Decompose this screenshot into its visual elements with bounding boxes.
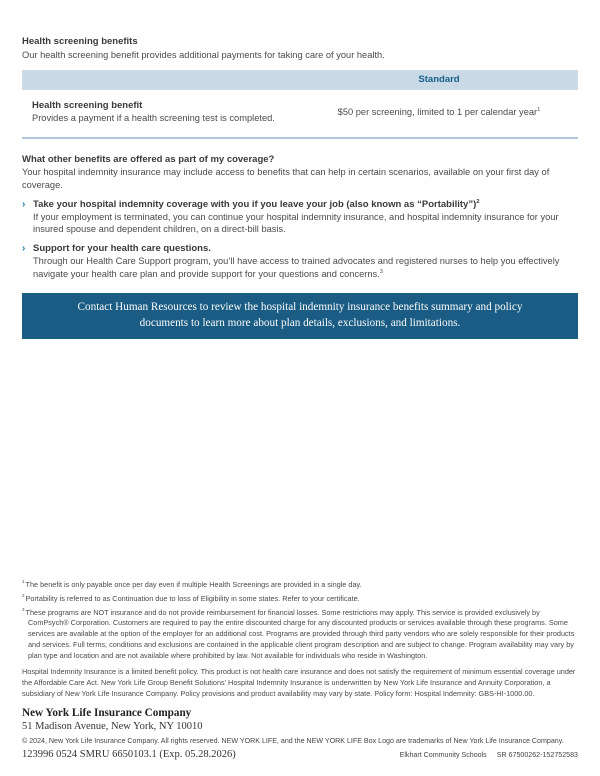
coverage-heading: What other benefits are offered as part of my coverage?	[22, 153, 275, 165]
footnote-text: The benefit is only payable once per day even if multiple Health Screenings are provided in a single day.	[25, 579, 362, 589]
page-footer	[22, 707, 578, 760]
company-name: New York Life Insurance Company	[22, 707, 192, 720]
footnote-3	[22, 608, 578, 663]
health-screening-section	[22, 36, 578, 62]
section-heading: Health screening benefits	[22, 36, 138, 47]
benefit-value-cell	[300, 99, 578, 125]
footnote-marker: 2	[22, 593, 25, 599]
footnote-2	[22, 594, 578, 605]
bullet-title-text: Support for your health care questions.	[33, 242, 211, 254]
company-address: 51 Madison Avenue, New York, NY 10010	[22, 721, 203, 733]
form-number: 123996 0524 SMRU 6650103.1 (Exp. 05.28.2026)	[22, 749, 236, 760]
footnote-marker: 1	[22, 579, 25, 585]
bullet-health-care-support	[22, 243, 578, 280]
footnote-1	[22, 580, 578, 591]
footnote-marker: 3	[379, 268, 383, 275]
benefit-value	[338, 107, 541, 117]
coverage-body: Your hospital indemnity insurance may include access to benefits that can help in certain scenarios, available on your first day of coverage.	[22, 167, 550, 190]
footnotes	[22, 577, 578, 663]
whitespace-spacer	[22, 339, 578, 577]
table-row	[22, 99, 578, 139]
bullet-portability	[22, 199, 578, 236]
footnote-marker: 2	[476, 198, 480, 205]
section-body: Our health screening benefit provides additional payments for taking care of your health.	[22, 49, 385, 60]
bullet-body-text: Through our Health Care Support program, you’ll have access to trained advocates and registered nurses to help you effectively navigate your health care plan and provide support for your questions and concerns.	[33, 256, 560, 279]
bullet-title	[33, 243, 578, 255]
chevron-bullet-icon: ›	[22, 198, 26, 210]
footnote-text: These programs are NOT insurance and do not provide reimbursement for financial losses. Some restrictions may apply. This service is provided exclusively by ComPsych® Corporation. Customers are required to pay the entire discounted charge for any discounted products or services available through these programs. Some services are available at the option of the employer for an additional cost. Programs are provided through third party vendors who are solely responsible for their products and services. Full terms, conditions and exclusions are contained in the applicable client program description and are subject to change. Program availability may vary by plan type and location and are not available where prohibited by law. Not available for individuals who reside in Washington.	[25, 607, 575, 661]
coverage-section	[22, 153, 578, 280]
benefit-value-text: $50 per screening, limited to 1 per calendar year	[337, 106, 538, 117]
bullet-title	[33, 199, 578, 211]
benefit-cell	[22, 99, 300, 125]
table-header-standard: Standard	[418, 74, 460, 86]
bullet-body	[33, 211, 578, 236]
sr-number: SR 67500262-152752583	[496, 751, 578, 759]
bullet-content	[33, 243, 578, 280]
footer-right-group	[400, 751, 578, 759]
client-name: Elkhart Community Schools	[399, 751, 487, 759]
legal-disclaimer: Hospital Indemnity Insurance is a limited benefit policy. This product is not health care insurance and does not satisfy the requirement of minimum essential coverage under the Affordable Care Act. New York Life Group Benefit Solutions’ Hospital Indemnity Insurance is underwritten by New York Life Insurance and Annuity Corporation, a subsidiary of New York Life Insurance Company. Policy provisions and product availability may vary by state. Policy form: Hospital Indemnity: GBS-HI-1000.00.	[22, 667, 576, 699]
bullet-body-text: If your employment is terminated, you can continue your hospital indemnity insurance, and hospital indemnity insurance for your insured spouse and dependent children, on a direct-bill basis.	[33, 211, 559, 235]
copyright-line: © 2024, New York Life Insurance Company. All rights reserved. NEW YORK LIFE, and the NEW YORK LIFE Box Logo are trademarks of New York Life Insurance Company.	[22, 737, 564, 746]
benefit-description: Provides a payment if a health screening test is completed.	[32, 112, 275, 123]
footnote-marker: 3	[22, 607, 25, 613]
bullet-title-text: Take your hospital indemnity coverage with you if you leave your job (also known as “Portability”)	[33, 198, 477, 210]
benefit-table	[22, 70, 578, 139]
table-header-row	[22, 70, 578, 90]
footer-bottom-row	[22, 749, 578, 760]
footnote-marker: 1	[537, 106, 541, 113]
bullet-body	[33, 255, 578, 280]
chevron-bullet-icon: ›	[22, 242, 26, 254]
contact-hr-banner: Contact Human Resources to review the hospital indemnity insurance benefits summary and policy documents to learn more about plan details, exclusions, and limitations.	[22, 293, 578, 338]
footnote-text: Portability is referred to as Continuation due to loss of Eligibility in some states. Refer to your certificate.	[25, 593, 360, 603]
bullet-content	[33, 199, 578, 236]
benefit-title: Health screening benefit	[32, 99, 143, 111]
